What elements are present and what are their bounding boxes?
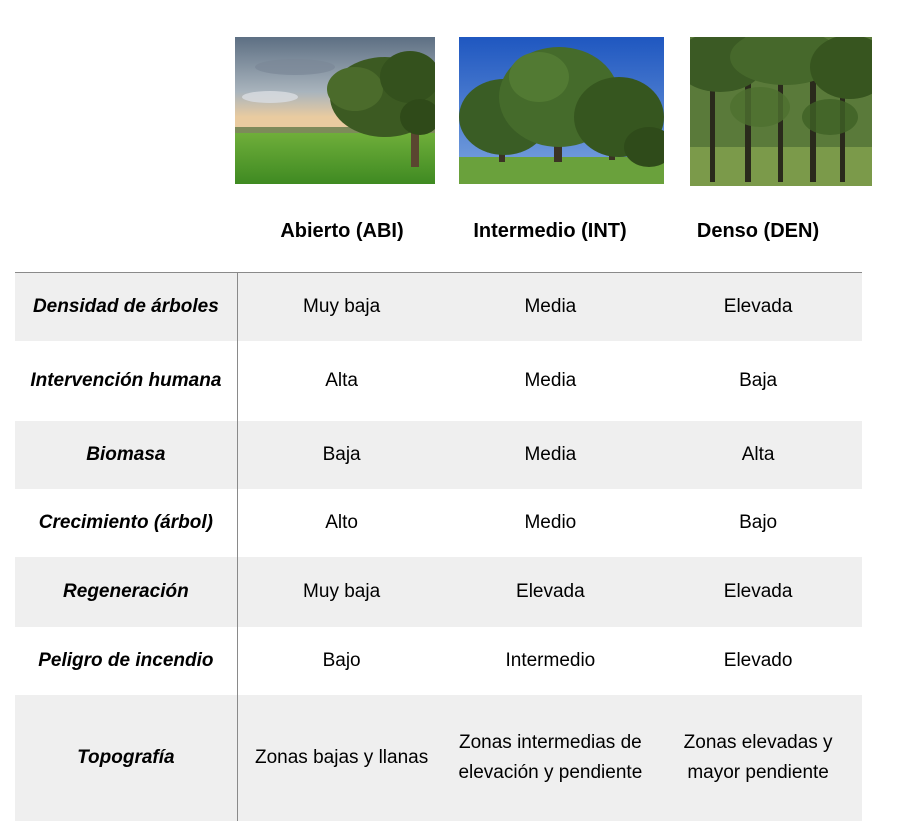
row-label: Regeneración: [63, 581, 189, 602]
column-heading-denso: Denso (DEN): [696, 220, 820, 242]
row-label: Intervención humana: [30, 370, 222, 391]
cell-abierto: Alta: [325, 370, 358, 391]
cell-intermedio: Media: [524, 370, 577, 391]
row-label: Biomasa: [86, 444, 166, 465]
table-row: [15, 341, 862, 421]
cell-intermedio: Media: [524, 296, 577, 317]
table-row: [15, 627, 862, 695]
cell-intermedio: Media: [524, 444, 577, 465]
column-heading-intermedio: Intermedio (INT): [473, 220, 627, 242]
cell-abierto: Zonas bajas y llanas: [255, 747, 429, 768]
cell-denso: Alta: [741, 444, 775, 465]
cell-intermedio: Intermedio: [505, 650, 596, 671]
cell-denso: Zonas elevadas y mayor pendiente: [683, 732, 833, 783]
table-row: [15, 695, 862, 821]
cell-abierto: Muy baja: [303, 296, 381, 317]
cell-abierto: Muy baja: [303, 581, 381, 602]
row-label: Densidad de árboles: [32, 296, 219, 317]
cell-intermedio: Zonas intermedias de elevación y pendiente: [458, 732, 643, 783]
cell-intermedio: Elevada: [516, 581, 585, 602]
cell-denso: Elevada: [723, 581, 793, 602]
row-label: Topografía: [77, 747, 175, 768]
cell-denso: Baja: [739, 370, 778, 391]
open-oak-meadow-photo: [235, 37, 435, 184]
table-vertical-rule: [237, 273, 238, 821]
cell-abierto: Alto: [325, 512, 358, 533]
dense-oak-forest-photo: [690, 37, 872, 186]
cell-denso: Elevada: [723, 296, 793, 317]
table-row: [15, 273, 862, 341]
table-row: [15, 421, 862, 489]
cell-intermedio: Medio: [524, 512, 577, 533]
row-label: Crecimiento (árbol): [38, 512, 213, 533]
cell-abierto: Baja: [322, 444, 361, 465]
table-row: [15, 557, 862, 627]
cell-denso: Bajo: [739, 512, 778, 533]
intermediate-oak-woodland-photo: [459, 37, 664, 184]
cell-denso: Elevado: [723, 650, 793, 671]
table-row: [15, 489, 862, 557]
cell-abierto: Bajo: [322, 650, 361, 671]
row-label: Peligro de incendio: [38, 650, 214, 671]
column-heading-abierto: Abierto (ABI): [280, 220, 404, 242]
